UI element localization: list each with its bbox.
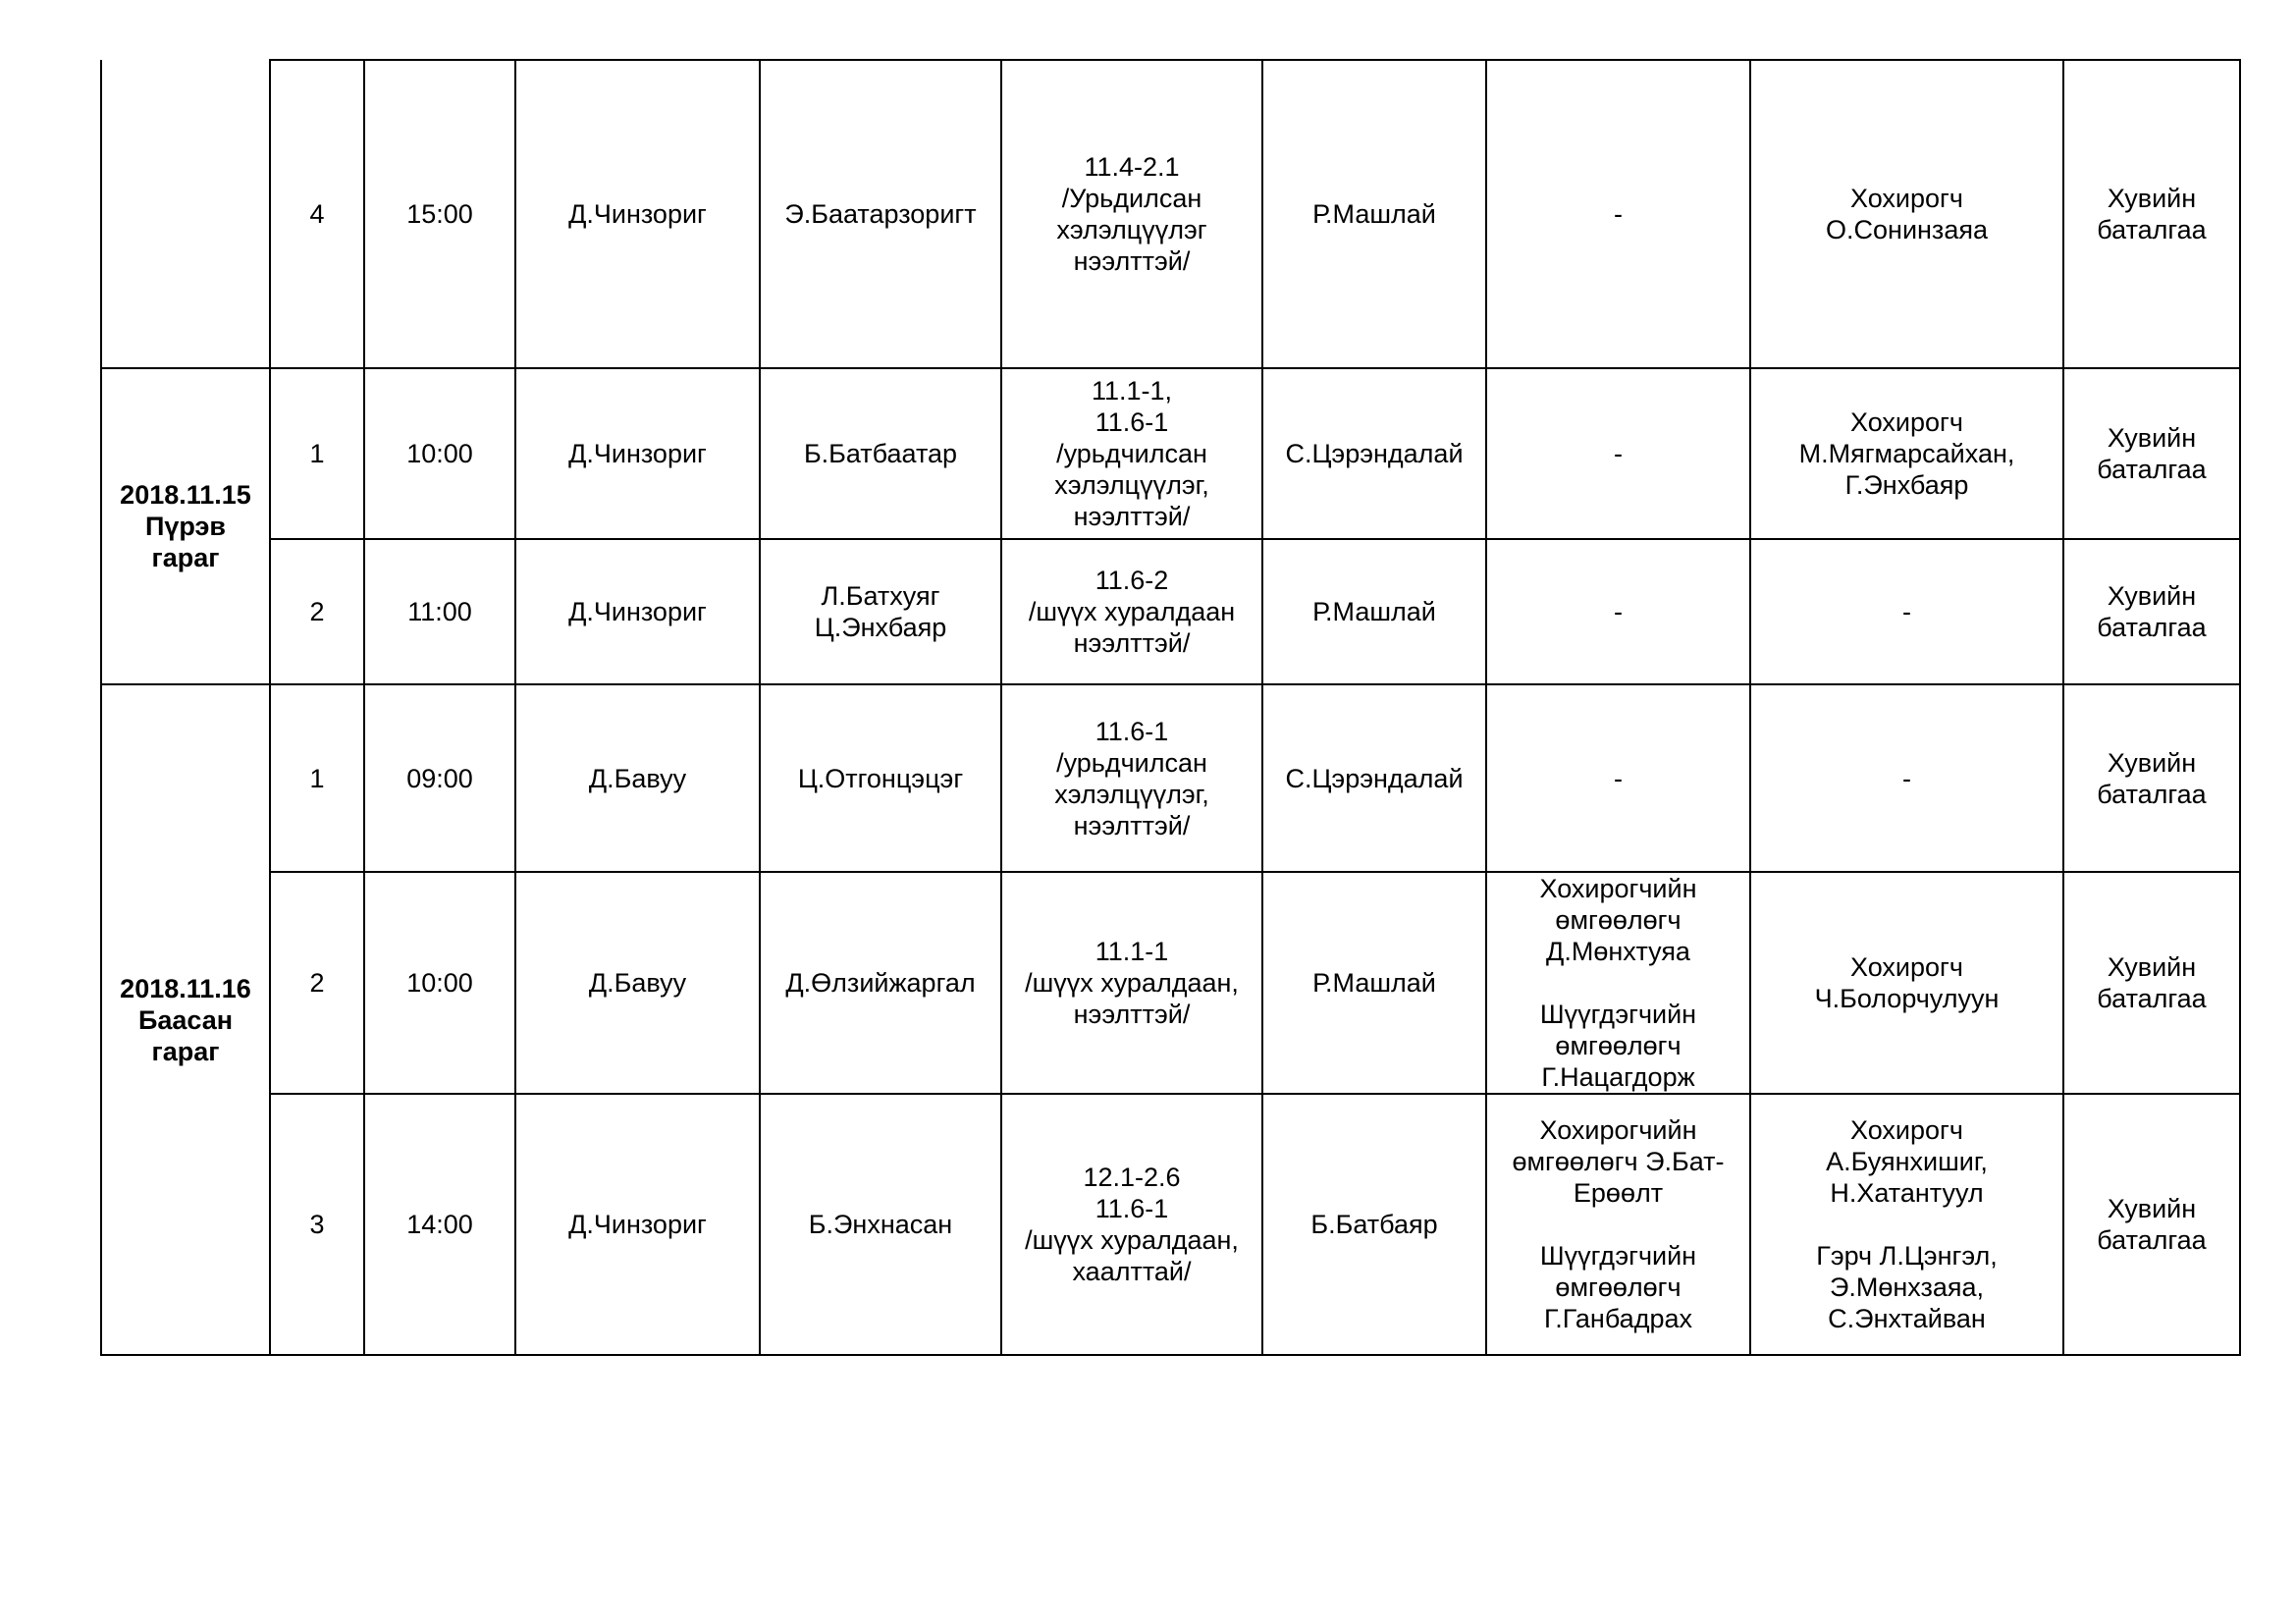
- table-row: [101, 872, 2240, 1094]
- participants-info: -: [1750, 684, 2063, 872]
- table-row: [101, 60, 2240, 368]
- guarantee-info: Хувийн баталгаа: [2063, 539, 2240, 684]
- judge-name: Д.Чинзориг: [515, 368, 760, 539]
- case-number: 3: [270, 1094, 364, 1355]
- guarantee-info: Хувийн баталгаа: [2063, 368, 2240, 539]
- case-number: 4: [270, 60, 364, 368]
- participants-info: Хохирогч Ч.Болорчулуун: [1750, 872, 2063, 1094]
- lawyers-info: Хохирогчийн өмгөөлөгч Д.Мөнхтуяа Шүүгдэгчийн өмгөөлөгч Г.Нацагдорж: [1486, 872, 1750, 1094]
- article-info: 12.1-2.6 11.6-1 /шүүх хуралдаан, хаалттай/: [1001, 1094, 1262, 1355]
- guarantee-info: Хувийн баталгаа: [2063, 684, 2240, 872]
- article-info: 11.1-1, 11.6-1 /урьдчилсан хэлэлцүүлэг, нээлттэй/: [1001, 368, 1262, 539]
- secretary-name: Б.Батбаяр: [1262, 1094, 1486, 1355]
- hearing-time: 15:00: [364, 60, 515, 368]
- guarantee-info: Хувийн баталгаа: [2063, 872, 2240, 1094]
- article-info: 11.6-2 /шүүх хуралдаан нээлттэй/: [1001, 539, 1262, 684]
- guarantee-info: Хувийн баталгаа: [2063, 1094, 2240, 1355]
- hearing-time: 09:00: [364, 684, 515, 872]
- defendant-name: Ц.Отгонцэцэг: [760, 684, 1001, 872]
- case-number: 1: [270, 684, 364, 872]
- lawyers-info: -: [1486, 539, 1750, 684]
- judge-name: Д.Бавуу: [515, 872, 760, 1094]
- hearing-time: 10:00: [364, 368, 515, 539]
- lawyers-info: Хохирогчийн өмгөөлөгч Э.Бат- Ерөөлт Шүүгдэгчийн өмгөөлөгч Г.Ганбадрах: [1486, 1094, 1750, 1355]
- article-info: 11.4-2.1 /Урьдилсан хэлэлцүүлэг нээлттэй/: [1001, 60, 1262, 368]
- guarantee-info: Хувийн баталгаа: [2063, 60, 2240, 368]
- judge-name: Д.Чинзориг: [515, 60, 760, 368]
- article-info: 11.1-1 /шүүх хуралдаан, нээлттэй/: [1001, 872, 1262, 1094]
- table-row: [101, 684, 2240, 872]
- case-number: 2: [270, 872, 364, 1094]
- case-number: 2: [270, 539, 364, 684]
- court-schedule-table: [100, 59, 2241, 1356]
- hearing-time: 10:00: [364, 872, 515, 1094]
- judge-name: Д.Чинзориг: [515, 1094, 760, 1355]
- case-number: 1: [270, 368, 364, 539]
- secretary-name: Р.Машлай: [1262, 872, 1486, 1094]
- date-cell-empty: [101, 60, 270, 368]
- defendant-name: Д.Өлзийжаргал: [760, 872, 1001, 1094]
- lawyers-info: -: [1486, 60, 1750, 368]
- secretary-name: С.Цэрэндалай: [1262, 368, 1486, 539]
- date-cell: 2018.11.15 Пүрэв гараг: [101, 368, 270, 684]
- secretary-name: Р.Машлай: [1262, 539, 1486, 684]
- lawyers-info: -: [1486, 368, 1750, 539]
- defendant-name: Б.Энхнасан: [760, 1094, 1001, 1355]
- date-cell: 2018.11.16 Баасан гараг: [101, 684, 270, 1355]
- judge-name: Д.Чинзориг: [515, 539, 760, 684]
- hearing-time: 11:00: [364, 539, 515, 684]
- table-row: [101, 539, 2240, 684]
- defendant-name: Э.Баатарзоригт: [760, 60, 1001, 368]
- lawyers-info: -: [1486, 684, 1750, 872]
- secretary-name: Р.Машлай: [1262, 60, 1486, 368]
- participants-info: Хохирогч М.Мягмарсайхан, Г.Энхбаяр: [1750, 368, 2063, 539]
- secretary-name: С.Цэрэндалай: [1262, 684, 1486, 872]
- table-row: [101, 368, 2240, 539]
- defendant-name: Б.Батбаатар: [760, 368, 1001, 539]
- table-row: [101, 1094, 2240, 1355]
- hearing-time: 14:00: [364, 1094, 515, 1355]
- judge-name: Д.Бавуу: [515, 684, 760, 872]
- participants-info: -: [1750, 539, 2063, 684]
- participants-info: Хохирогч А.Буянхишиг, Н.Хатантуул Гэрч Л.Цэнгэл, Э.Мөнхзаяа, С.Энхтайван: [1750, 1094, 2063, 1355]
- article-info: 11.6-1 /урьдчилсан хэлэлцүүлэг, нээлттэй/: [1001, 684, 1262, 872]
- participants-info: Хохирогч О.Сонинзаяа: [1750, 60, 2063, 368]
- defendant-name: Л.Батхуяг Ц.Энхбаяр: [760, 539, 1001, 684]
